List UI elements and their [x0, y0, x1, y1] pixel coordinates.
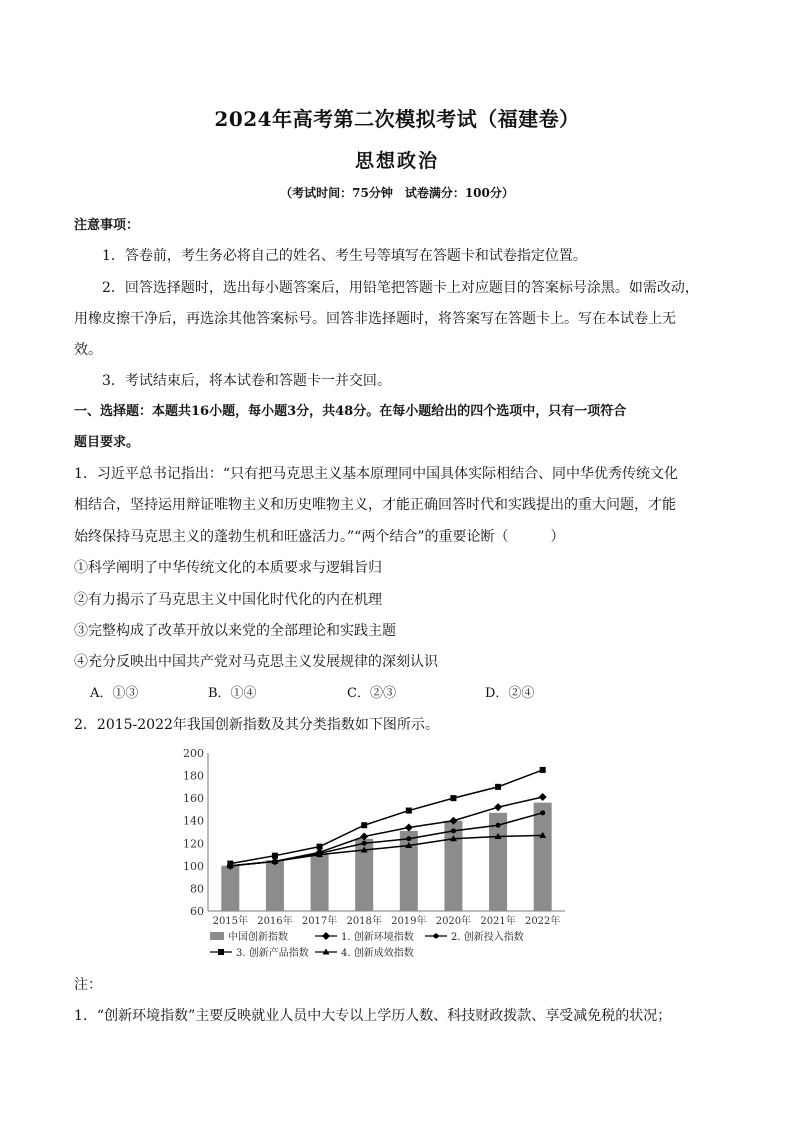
- series-3-point: [317, 844, 323, 850]
- exam-title: 2024年高考第二次模拟考试（福建卷）: [214, 107, 580, 131]
- question-1-statement-4: ④充分反映出中国共产党对马克思主义发展规律的深刻认识: [74, 654, 438, 670]
- x-tick-label: 2021年: [480, 916, 516, 927]
- notice-heading: 注意事项：: [74, 218, 140, 233]
- notice-item-3: 3．考试结束后，将本试卷和答题卡一并交回。: [102, 373, 391, 389]
- question-1-line-1: 1．习近平总书记指出：“只有把马克思主义基本原理同中国具体实际相结合、同中华优秀传统文化: [74, 466, 679, 482]
- x-tick-label: 2019年: [391, 916, 427, 927]
- notice-item-2-line-1: 2．回答选择题时，选出每小题答案后，用铅笔把答题卡上对应题目的答案标号涂黑。如需改动，: [102, 280, 699, 296]
- question-1-statement-1: ①科学阐明了中华传统文化的本质要求与逻辑旨归: [74, 560, 382, 576]
- question-1-statement-2: ②有力揭示了马克思主义中国化时代化的内在机理: [74, 592, 382, 608]
- legend-label: 中国创新指数: [228, 932, 288, 943]
- innovation-index-chart: [170, 740, 590, 970]
- y-tick-label: 180: [183, 769, 204, 783]
- series-2-point: [540, 810, 545, 815]
- x-tick-label: 2016年: [257, 916, 293, 927]
- series-2-point: [451, 828, 456, 833]
- series-3-point: [406, 808, 412, 814]
- y-tick-label: 60: [190, 905, 204, 918]
- note-1: 1．“创新环境指数”主要反映就业人员中大专以上学历人数、科技财政拨款、享受减免税的状况；: [74, 1008, 672, 1024]
- notice-item-2-line-2: 用橡皮擦干净后，再选涂其他答案标号。回答非选择题时，将答案写在答题卡上。写在本试卷上无: [74, 311, 676, 327]
- notice-item-2-line-3: 效。: [74, 342, 102, 358]
- y-tick-label: 80: [190, 882, 204, 896]
- bar-innovation-index: [266, 860, 284, 911]
- series-1-point: [539, 793, 547, 801]
- question-1-option-b: B．①④: [208, 686, 257, 701]
- x-tick-label: 2017年: [301, 916, 338, 927]
- series-3-point: [272, 853, 278, 859]
- question-1-option-c: C．②③: [347, 686, 396, 701]
- question-1-statement-3: ③完整构成了改革开放以来党的全部理论和实践主题: [74, 623, 396, 639]
- legend-marker: [322, 932, 330, 940]
- legend-swatch: [210, 932, 224, 940]
- series-2-point: [496, 823, 501, 828]
- question-2-stem: 2．2015-2022年我国创新指数及其分类指数如下图所示。: [74, 717, 439, 733]
- legend-label: 3. 创新产品指数: [236, 948, 309, 959]
- bar-innovation-index: [311, 853, 329, 911]
- subject-title: 思想政治: [354, 150, 439, 172]
- bar-innovation-index: [221, 866, 239, 911]
- y-tick-label: 140: [183, 814, 204, 828]
- series-1-point: [405, 823, 413, 831]
- series-2-point: [406, 836, 411, 841]
- x-tick-label: 2015年: [212, 916, 249, 927]
- legend-marker: [434, 934, 439, 939]
- section-heading-line-1: 一、选择题：本题共16小题，每小题3分，共48分。在每小题给出的四个选项中，只有一项符合: [74, 404, 627, 419]
- legend-label: 2. 创新投入指数: [451, 932, 524, 943]
- y-tick-label: 120: [183, 837, 204, 851]
- series-1-point: [494, 803, 502, 811]
- x-tick-label: 2020年: [435, 916, 472, 927]
- legend-marker: [218, 949, 224, 955]
- question-1-option-a: A．①③: [90, 686, 139, 701]
- series-2-point: [362, 841, 367, 846]
- series-3-point: [495, 784, 501, 790]
- legend-label: 1. 创新环境指数: [341, 932, 414, 943]
- x-tick-label: 2018年: [346, 916, 382, 927]
- exam-info: （考试时间：75分钟 试卷满分：100分）: [280, 186, 514, 200]
- question-1-line-3: 始终保持马克思主义的蓬勃生机和旺盛活力。”“两个结合”的重要论断（ ）: [74, 529, 565, 545]
- y-tick-label: 100: [183, 859, 204, 873]
- y-tick-label: 160: [183, 792, 204, 806]
- legend-label: 4. 创新成效指数: [341, 948, 414, 959]
- section-heading-line-2: 题目要求。: [74, 435, 140, 450]
- x-tick-label: 2022年: [524, 916, 561, 927]
- series-3-point: [361, 822, 367, 828]
- series-3-point: [540, 767, 546, 773]
- notice-item-1: 1．答卷前，考生务必将自己的姓名、考生号等填写在答题卡和试卷指定位置。: [102, 248, 587, 264]
- bar-innovation-index: [444, 821, 462, 911]
- bar-innovation-index: [534, 803, 552, 911]
- y-tick-label: 200: [183, 747, 204, 760]
- question-1-line-2: 相结合，坚持运用辩证唯物主义和历史唯物主义，才能正确回答时代和实践提出的重大问题，才能: [74, 497, 676, 513]
- question-1-option-d: D．②④: [485, 686, 535, 701]
- note-heading: 注：: [74, 977, 102, 993]
- series-3-point: [450, 795, 456, 801]
